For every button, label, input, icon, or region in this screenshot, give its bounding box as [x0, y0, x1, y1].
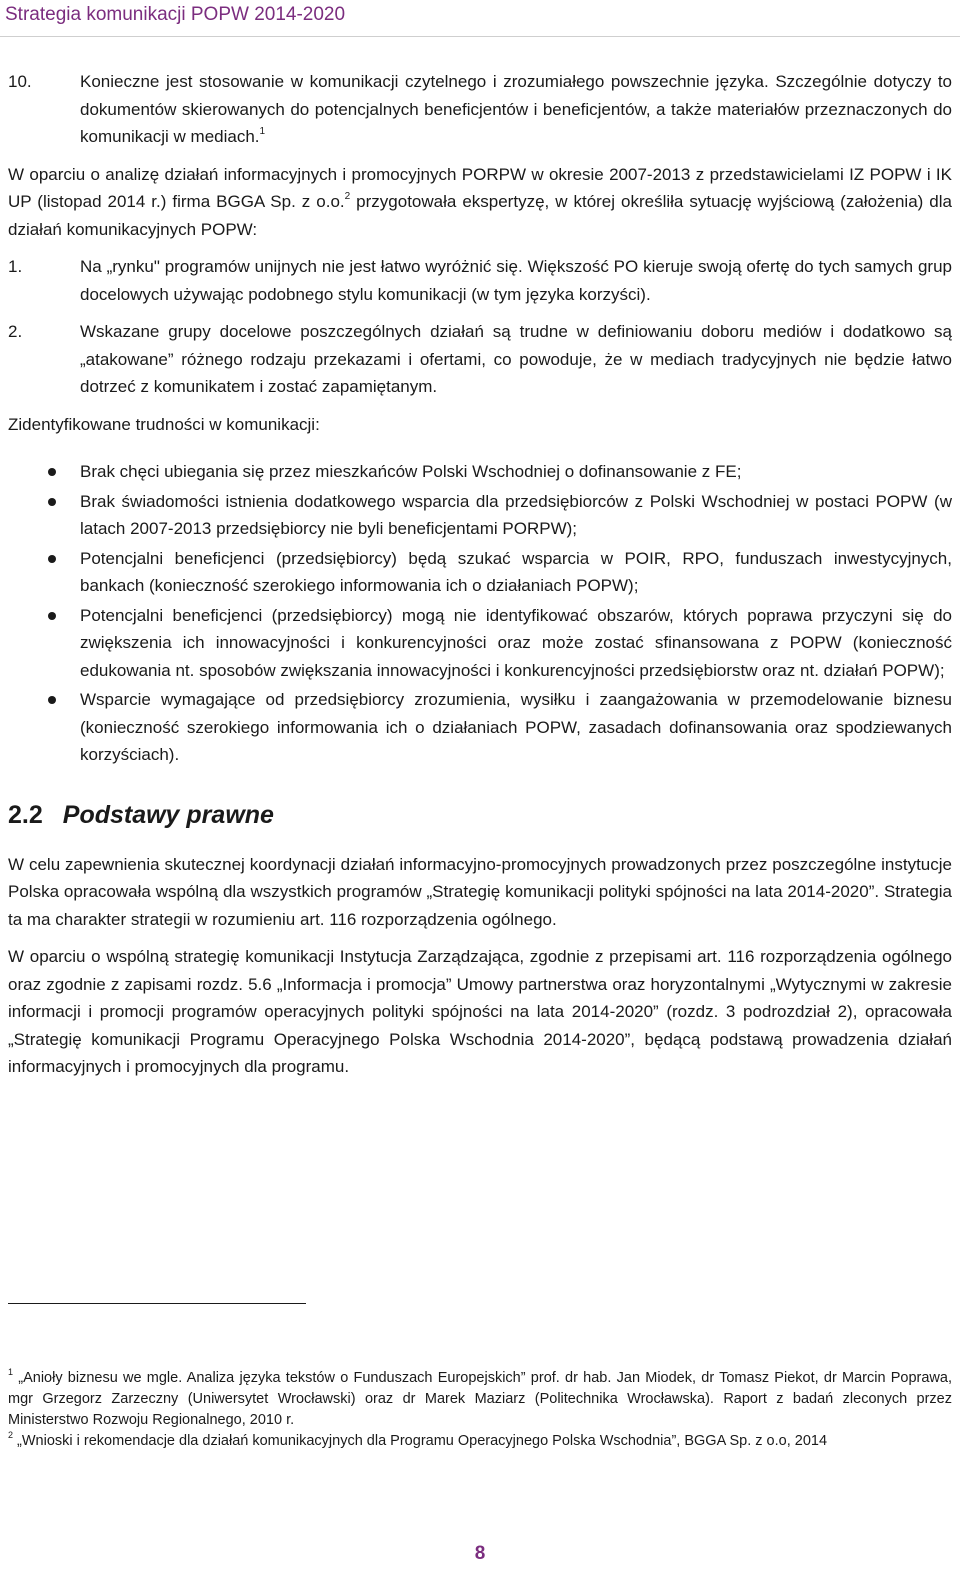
item-text: Konieczne jest stosowanie w komunikacji czytelnego i zrozumiałego powszechnie języka. Szczególnie dotyczy to dokumentów skierowanych do potencjalnych beneficjentów i beneficjentów, a także materiałów przeznaczonych do komunikacji w mediach. — [80, 72, 952, 146]
list-item — [8, 488, 952, 543]
list-item-text: Wsparcie wymagające od przedsiębiorcy zrozumienia, wysiłku i zaangażowania w przemodelowanie biznesu (konieczność szerokiego informowania ich o działaniach POPW, zasadach dofinansowania oraz spodziewanych korzyściach). — [80, 690, 952, 764]
item-number: 1. — [8, 257, 23, 276]
footnote-text: „Wnioski i rekomendacje dla działań komunikacyjnych dla Programu Operacyjnego Polska Wschodnia”, BGGA Sp. z o.o, 2014 — [13, 1433, 828, 1449]
item-text: Na „rynku" programów unijnych nie jest łatwo wyróżnić się. Większość PO kieruje swoją ofertę do tych samych grup docelowych używając podobnego stylu komunikacji (w tym języka korzyści). — [80, 257, 952, 304]
item-number: 2. — [8, 322, 23, 341]
bullet-icon — [48, 498, 56, 506]
list-item-text: Brak świadomości istnienia dodatkowego wsparcia dla przedsiębiorców z Polski Wschodniej w postaci POPW (w latach 2007-2013 przedsiębiorcy nie byli beneficjentami PORPW); — [80, 491, 952, 538]
footnote — [8, 1431, 952, 1452]
section-number: 2.2 — [8, 800, 43, 829]
section-paragraph: W celu zapewnienia skutecznej koordynacji działań informacyjno-promocyjnych prowadzonych przez poszczególne instytucje Polska opracowała wspólną dla wszystkich programów „Strategię komunikacji polityki spójności na lata 2014-2020”. Strategia ta ma charakter strategii w rozumieniu art. 116 rozporządzenia ogólnego. — [8, 854, 952, 929]
running-header: Strategia komunikacji POPW 2014-2020 — [5, 4, 346, 25]
section-heading — [8, 799, 952, 831]
expertise-paragraph — [8, 161, 952, 244]
bullet-icon — [48, 468, 56, 476]
list-item-text: Potencjalni beneficjenci (przedsiębiorcy) będą szukać wsparcia w POIR, RPO, funduszach inwestycyjnych, bankach (konieczność szerokiego informowania ich o działaniach POPW); — [80, 548, 952, 595]
bullet-icon — [48, 555, 56, 563]
footnotes — [8, 1368, 952, 1452]
difficulties-label: Zidentyfikowane trudności w komunikacji: — [8, 414, 320, 434]
list-item — [8, 545, 952, 600]
paragraph-text: W oparciu o analizę działań informacyjnych i promocyjnych PORPW w okresie 2007-2013 z przedstawicielami IZ POPW i IK UP (listopad 2014 r.) firma BGGA Sp. z o.o. — [8, 164, 952, 211]
bullet-icon — [48, 696, 56, 704]
page-number: 8 — [474, 1543, 486, 1564]
numbered-item — [8, 318, 952, 401]
section-title: Podstawy prawne — [62, 800, 274, 829]
difficulties-list — [8, 458, 952, 769]
paragraph-text: przygotowała ekspertyzę, w której określiła sytuację wyjściową (założenia) dla działań komunikacyjnych POPW: — [8, 192, 952, 239]
footnote-ref[interactable]: 1 — [259, 126, 266, 138]
list-item — [8, 602, 952, 685]
list-item-text: Brak chęci ubiegania się przez mieszkańców Polski Wschodniej o dofinansowanie z FE; — [80, 462, 742, 481]
item-text: Wskazane grupy docelowe poszczególnych działań są trudne w definiowaniu doboru mediów i dodatkowo są „atakowane” różnego rodzaju przekazami i ofertami, co powoduje, że w mediach tradycyjnych nie będzie łatwo dotrzeć z komunikatem i zostać zapamiętanym. — [80, 322, 952, 396]
footnote-ref[interactable]: 2 — [344, 191, 351, 203]
list-item-text: Potencjalni beneficjenci (przedsiębiorcy) mogą nie identyfikować obszarów, których poprawa przyczyni się do zwiększenia ich innowacyjności i konkurencyjności oraz może zostać sfinansowana z POPW (konieczność edukowania nt. sposobów zwiększania innowacyjności i konkurencyjności przedsiębiorstw oraz nt. działań POPW); — [80, 605, 952, 680]
list-item — [8, 458, 952, 486]
section-paragraph: W oparciu o wspólną strategię komunikacji Instytucja Zarządzająca, zgodnie z przepisami art. 116 rozporządzenia ogólnego oraz zgodnie z zapisami rozdz. 5.6 „Informacja i promocja” Umowy partnerstwa oraz horyzontalnymi „Wytycznymi w zakresie informacji i promocji programów operacyjnych polityki spójności na lata 2014-2020” (rozdz. 3 podrozdział 2), opracowała „Strategię komunikacji Programu Operacyjnego Polska Wschodnia 2014-2020”, będącą podstawą prowadzenia działań informacyjnych i promocyjnych dla programu. — [8, 947, 952, 1076]
numbered-item — [8, 253, 952, 308]
intro-numbered-item — [8, 68, 952, 151]
footnote-number: 1 — [8, 1367, 14, 1378]
page-content — [8, 68, 952, 1089]
list-item — [8, 686, 952, 769]
footnote-text: „Anioły biznesu we mgle. Analiza języka tekstów o Funduszach Europejskich” prof. dr hab. Jan Miodek, dr Tomasz Piekot, dr Marcin Poprawa, mgr Grzegorz Zarzeczny (Uniwersytet Wrocławski) oraz dr Marek Maziarz (Politechnika Wrocławska). Raport z badań zleconych przez Ministerstwo Rozwoju Regionalnego, 2010 r. — [8, 1370, 952, 1428]
footnote — [8, 1368, 952, 1431]
bullet-icon — [48, 612, 56, 620]
footnote-number: 2 — [8, 1430, 14, 1441]
item-number: 10. — [8, 72, 32, 91]
footnote-separator — [8, 1303, 306, 1304]
header-divider — [0, 36, 960, 37]
